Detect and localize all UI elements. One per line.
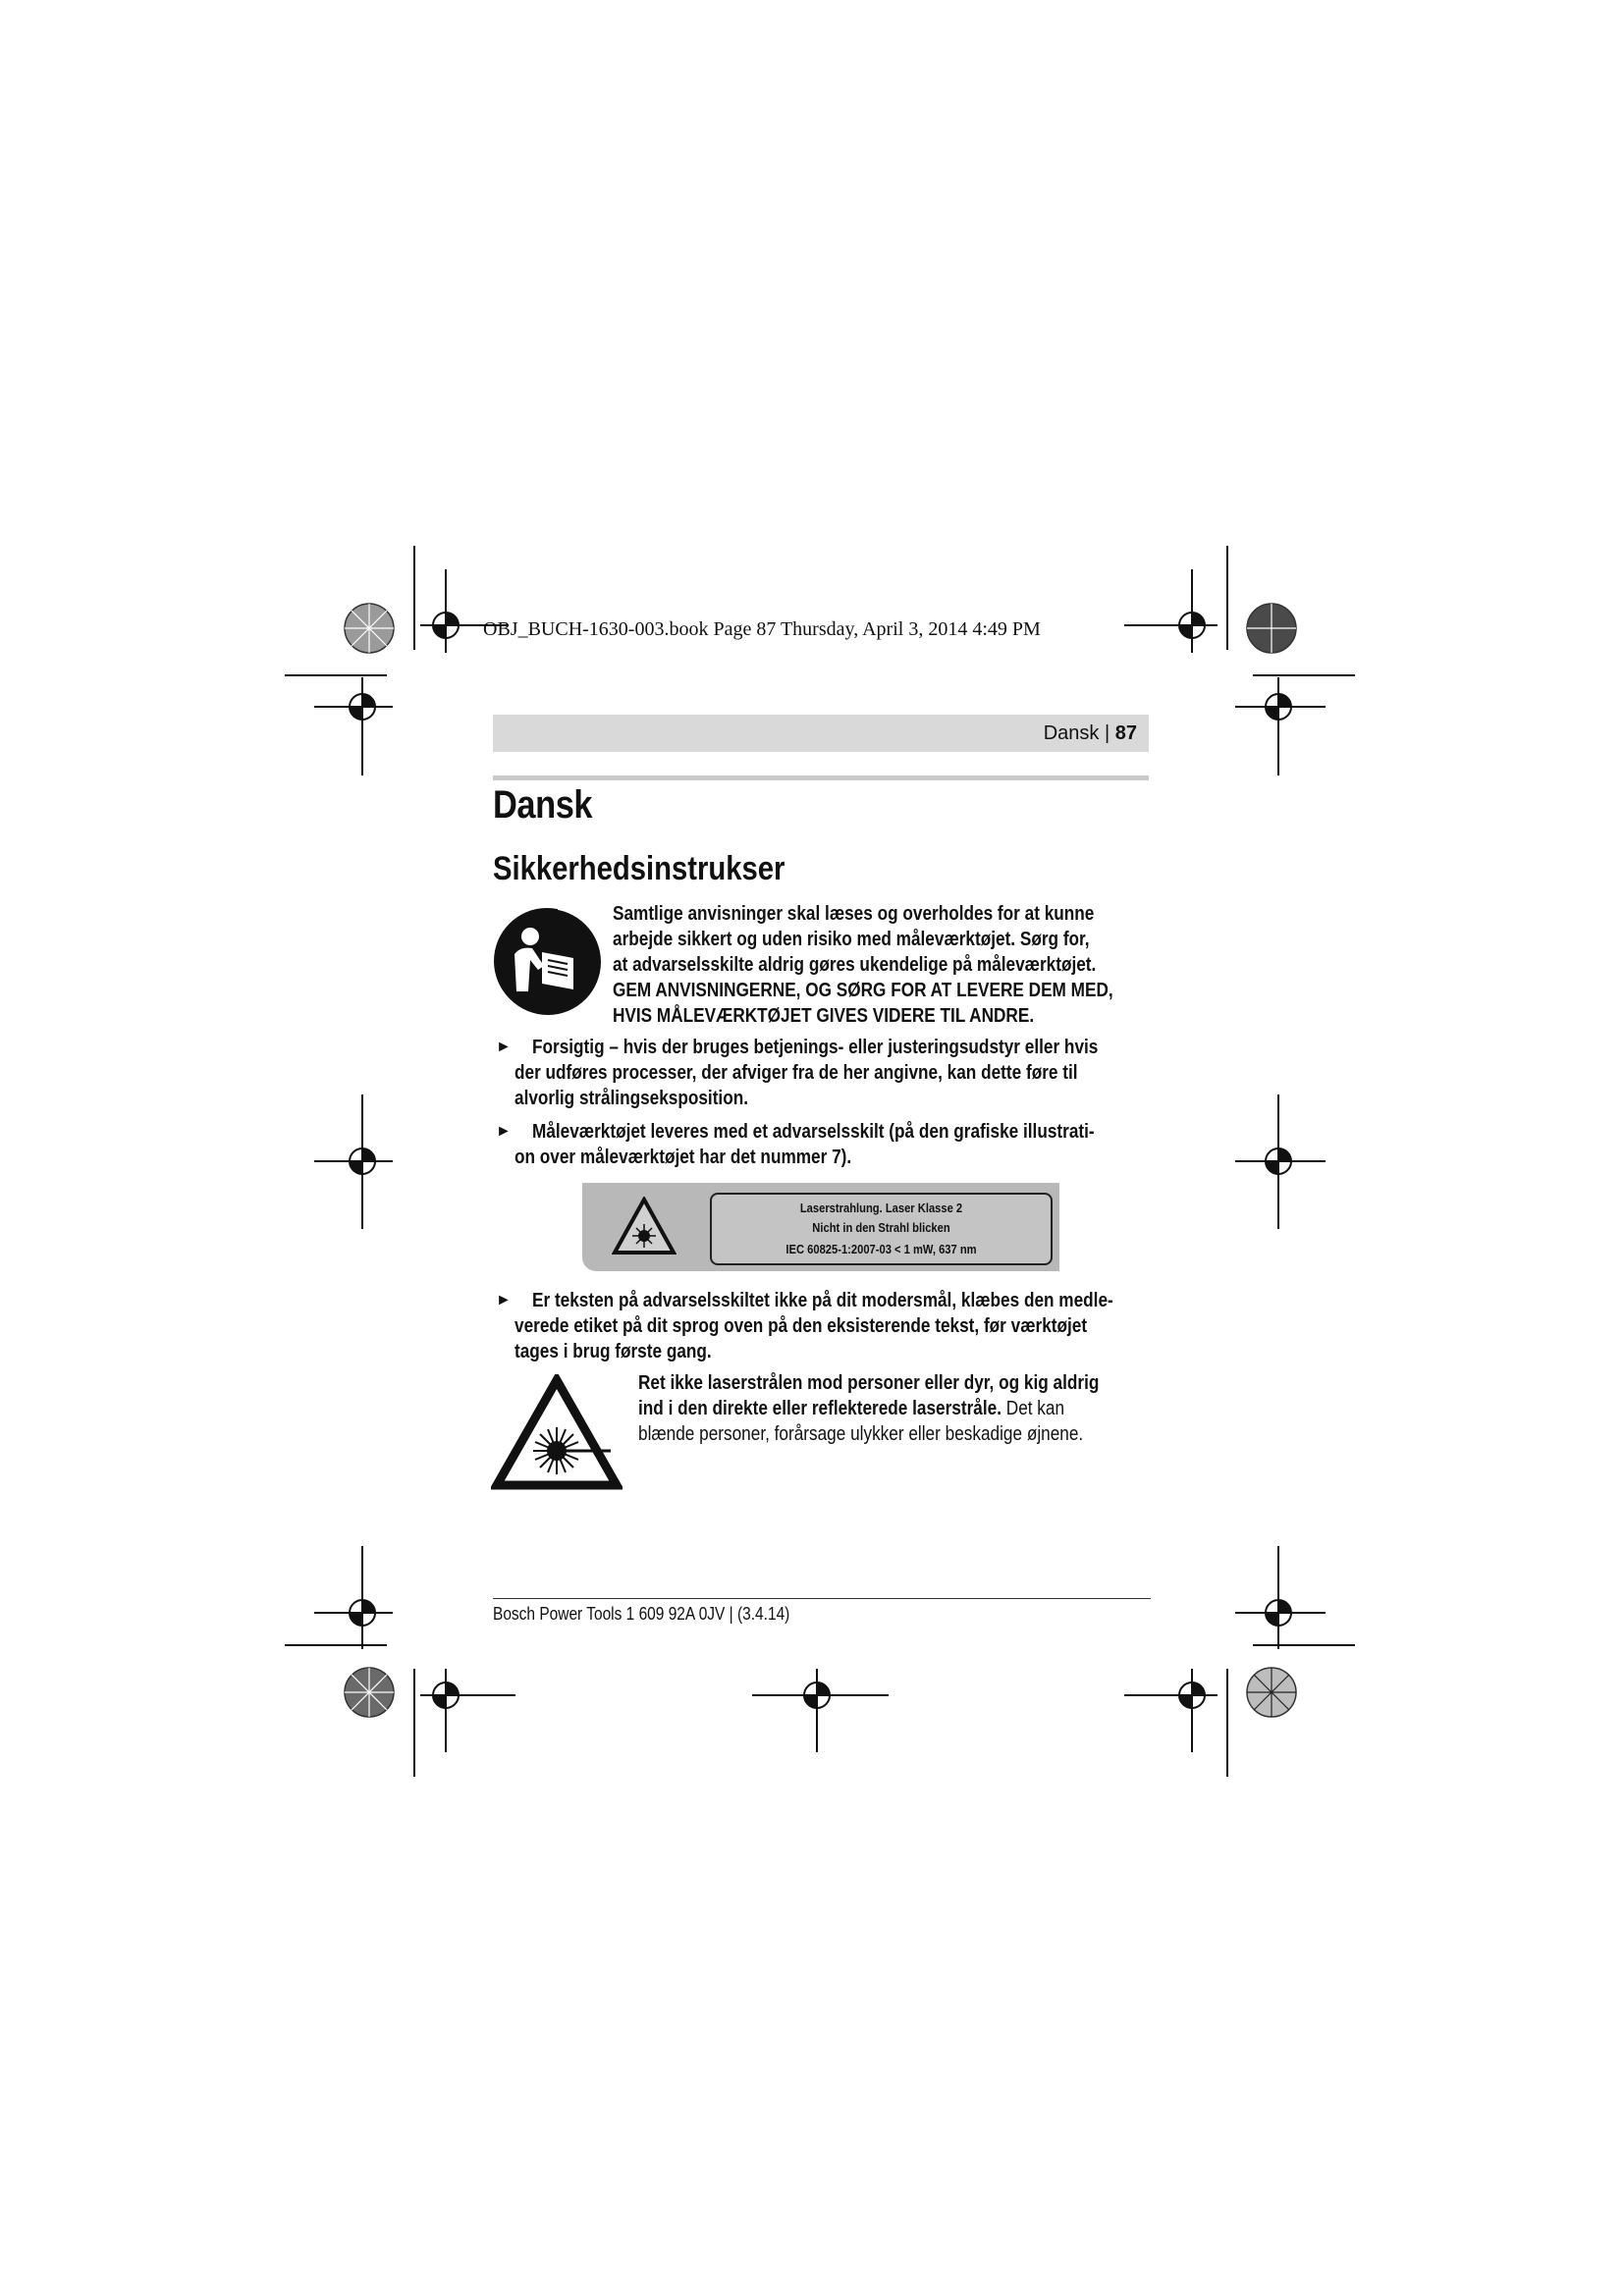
- laser-warning-line-3: blænde personer, forårsage ulykker eller beskadige øjnene.: [638, 1423, 1084, 1445]
- header-rule: [493, 775, 1149, 780]
- bullet1-line-1: Forsigtig – hvis der bruges betjenings- eller justeringsudstyr eller hvis: [532, 1037, 1099, 1058]
- warning-label-line-2: Nicht in den Strahl blicken: [812, 1220, 950, 1235]
- intro-line-3: at advarselsskilte aldrig gøres ukendelige på måleværktøjet.: [613, 954, 1097, 976]
- footer-text: Bosch Power Tools 1 609 92A 0JV | (3.4.14): [493, 1604, 790, 1624]
- warning-label-line-1: Laserstrahlung. Laser Klasse 2: [799, 1201, 963, 1215]
- bullet-marker-1: ►: [496, 1039, 512, 1055]
- bullet3-line-3: tages i brug første gang.: [514, 1341, 712, 1362]
- intro-line-4: GEM ANVISNINGERNE, OG SØRG FOR AT LEVERE DEM MED,: [613, 980, 1113, 1001]
- bullet3-line-1: Er teksten på advarselsskiltet ikke på dit modersmål, klæbes den medle-: [532, 1290, 1113, 1311]
- laser-warning-icon: [491, 1374, 623, 1490]
- page-title: Dansk: [493, 783, 593, 827]
- bullet3-line-2: verede etiket på dit sprog oven på den eksisterende tekst, før værktøjet: [514, 1315, 1088, 1337]
- book-file-line: OBJ_BUCH-1630-003.book Page 87 Thursday, April 3, 2014 4:49 PM: [483, 618, 1041, 640]
- bullet-marker-3: ►: [496, 1292, 512, 1308]
- warning-label-line-3: IEC 60825-1:2007-03 < 1 mW, 637 nm: [785, 1242, 977, 1256]
- footer-rule: [493, 1598, 1151, 1599]
- laser-warning-line-2: [638, 1396, 1064, 1421]
- intro-line-2: arbejde sikkert og uden risiko med måleværktøjet. Sørg for,: [613, 929, 1090, 950]
- bullet1-line-3: alvorlig strålingseksposition.: [514, 1088, 749, 1109]
- laser-warning-line-2-normal: Det kan: [1001, 1398, 1065, 1419]
- intro-line-5: HVIS MÅLEVÆRKTØJET GIVES VIDERE TIL ANDRE.: [613, 1005, 1035, 1027]
- warning-label: [582, 1183, 1059, 1271]
- bullet-marker-2: ►: [496, 1123, 512, 1140]
- band-page-number: 87: [1114, 722, 1137, 744]
- intro-line-1: Samtlige anvisninger skal læses og overholdes for at kunne: [613, 903, 1095, 925]
- band-language: Dansk: [1043, 722, 1100, 744]
- bullet1-line-2: der udføres processer, der afviger fra de her angivne, kan dette føre til: [514, 1062, 1078, 1084]
- laser-warning-small-icon: [612, 1197, 677, 1255]
- bullet2-line-1: Måleværktøjet leveres med et advarselsskilt (på den grafiske illustrati-: [532, 1121, 1095, 1143]
- warning-label-text-box: [710, 1193, 1053, 1265]
- laser-warning-line-1: Ret ikke laserstrålen mod personer eller dyr, og kig aldrig: [638, 1372, 1100, 1394]
- section-title: Sikkerhedsinstrukser: [493, 850, 785, 887]
- bullet2-line-2: on over måleværktøjet har det nummer 7).: [514, 1147, 852, 1168]
- read-manual-icon-figure: [493, 907, 603, 1017]
- page-header-text: Dansk | 87: [1043, 722, 1137, 744]
- page-header-band: [493, 715, 1149, 752]
- laser-warning-line-2-bold: ind i den direkte eller reflekterede laserstråle.: [638, 1398, 1001, 1419]
